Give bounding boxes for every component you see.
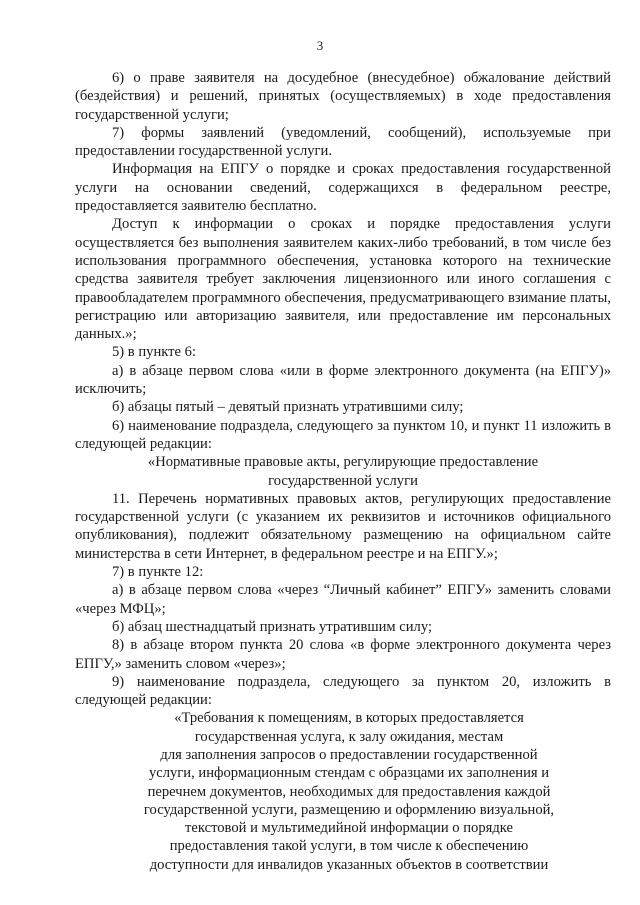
paragraph-point-9: 9) наименование подраздела, следующего за пунктом 20, изложить в следующей редакции:: [75, 673, 611, 709]
page-number: 3: [316, 38, 324, 53]
heading-line: перечнем документов, необходимых для предоставления каждой: [147, 783, 551, 800]
section-heading-legal-acts: [75, 453, 611, 490]
heading-line: для заполнения запросов о предоставлении государственной: [160, 746, 538, 763]
heading-line: государственной услуги, размещению и оформлению визуальной,: [143, 801, 555, 818]
heading-line: государственная услуга, к залу ожидания, местам: [194, 728, 504, 745]
paragraph-point-7a: а) в абзаце первом слова «через “Личный кабинет” ЕПГУ» заменить словами «через МФЦ»;: [75, 582, 611, 617]
paragraph-epgu-info: Информация на ЕПГУ о порядке и сроках предоставления государственной услуги на основании сведений, содержащихся в федеральном реестре, предоставляется заявителю бесплатно.: [75, 161, 611, 215]
paragraph-point-5b: б) абзацы пятый – девятый признать утратившими силу;: [112, 399, 464, 416]
paragraph-point-5: 5) в пункте 6:: [112, 344, 197, 361]
heading-line: предоставления такой услуги, в том числе к обеспечению: [169, 838, 529, 855]
paragraph-point-7: 7) в пункте 12:: [112, 564, 204, 581]
heading-line: государственной услуги: [268, 472, 418, 489]
paragraph-item-6: 6) о праве заявителя на досудебное (внесудебное) обжалование действий (бездействия) и решений, принятых (осуществляемых) в ходе предоставления государственной услуги;: [75, 70, 611, 123]
heading-line: «Требования к помещениям, в которых предоставляется: [174, 710, 524, 727]
heading-line: «Нормативные правовые акты, регулирующие предоставление: [147, 454, 539, 471]
heading-line: услуги, информационным стендам с образцами их заполнения и: [148, 765, 550, 782]
paragraph-point-11: 11. Перечень нормативных правовых актов, регулирующих предоставление государственной услуги (с указанием их реквизитов и источников официального опубликования), подлежит обязательному размещению на официальном сайте министерства в сети Интернет, в федеральном реестре и на ЕПГУ.»;: [75, 490, 611, 562]
paragraph-point-6: 6) наименование подраздела, следующего за пунктом 10, и пункт 11 изложить в следующей редакции:: [75, 417, 611, 452]
section-heading-premises-requirements: [75, 709, 611, 874]
document-body: [75, 69, 611, 874]
paragraph-point-7b: б) абзац шестнадцатый признать утратившим силу;: [112, 618, 432, 635]
paragraph-point-5a: а) в абзаце первом слова «или в форме электронного документа (на ЕПГУ)» исключить;: [75, 362, 611, 398]
paragraph-point-8: 8) в абзаце втором пункта 20 слова «в форме электронного документа через ЕПГУ,» заменить словом «через»;: [75, 637, 611, 672]
heading-line: текстовой и мультимедийной информации о порядке: [185, 820, 513, 837]
paragraph-access-info: Доступ к информации о сроках и порядке предоставления услуги осуществляется без выполнения заявителем каких-либо требований, в том числе без использования программного обеспечения, установка которого на технические средства заявителя требует заключения лицензионного или иного соглашения с правообладателем программного обеспечения, предусматривающего взимание платы, регистрацию или авторизацию заявителя, или предоставление им персональных данных.»;: [75, 216, 611, 343]
paragraph-item-7: 7) формы заявлений (уведомлений, сообщений), используемые при предоставлении государственной услуги.: [75, 124, 611, 160]
heading-line: доступности для инвалидов указанных объектов в соответствии: [149, 856, 549, 873]
